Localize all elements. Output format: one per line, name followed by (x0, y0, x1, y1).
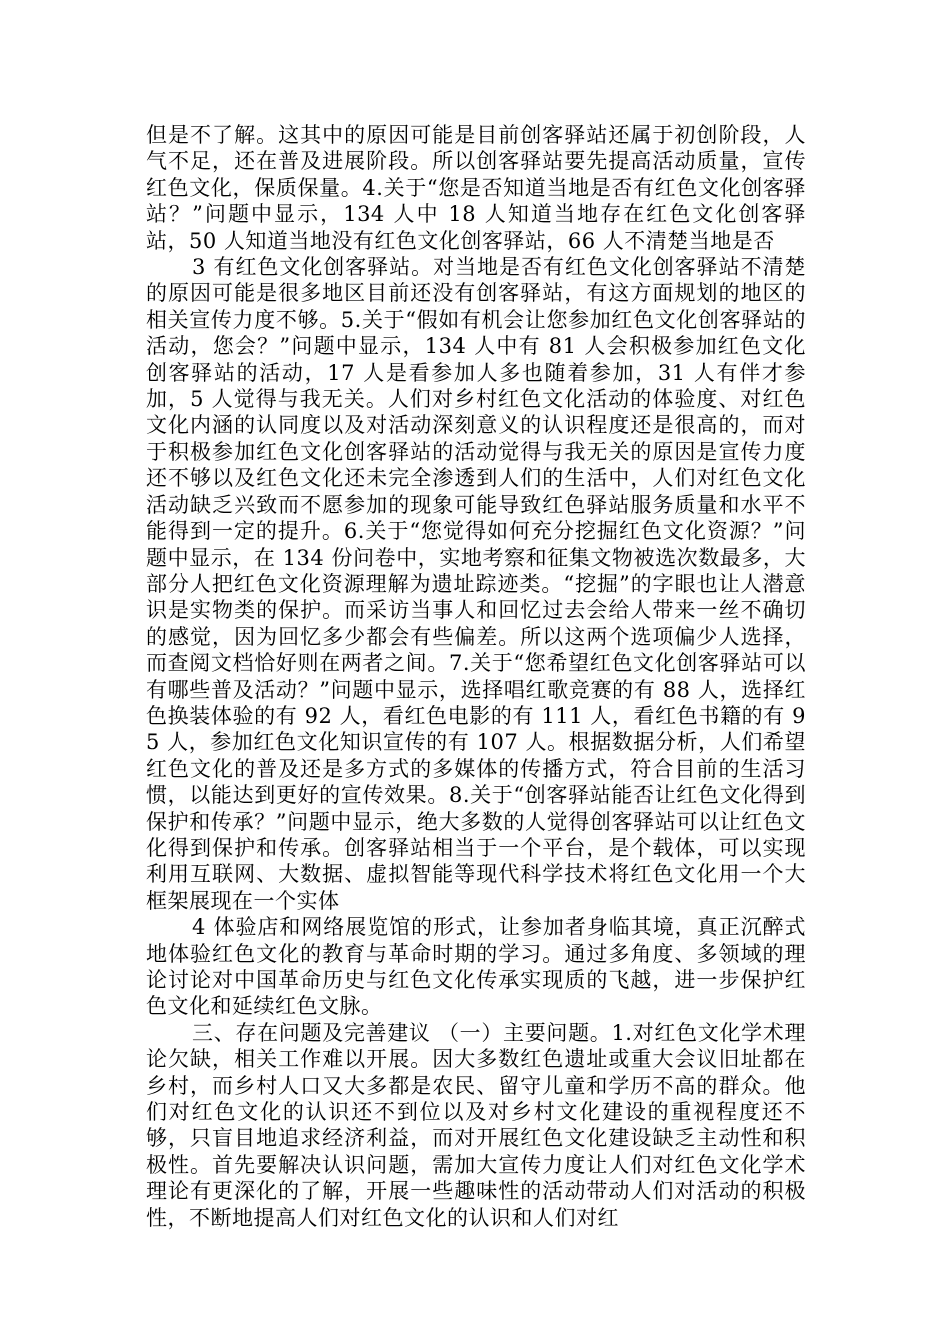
document-body (146, 122, 806, 1231)
paragraph-3: 4 体验店和网络展览馆的形式，让参加者身临其境，真正沉醉式地体验红色文化的教育与革命时期的学习。通过多角度、多领域的理论讨论对中国革命历史与红色文化传承实现质的飞越，进一步保护红色文化和延续红色文脉。 (146, 915, 806, 1019)
paragraph-2: 3 有红色文化创客驿站。对当地是否有红色文化创客驿站不清楚的原因可能是很多地区目前还没有创客驿站，有这方面规划的地区的相关宣传力度不够。5.关于“假如有机会让您参加红色文化创客驿站的活动，您会？”问题中显示，134 人中有 81 人会积极参加红色文化创客驿站的活动，17 人是看参加人多也随着参加，31 人有伴才参加，5 人觉得与我无关。人们对乡村红色文化活动的体验度、对红色文化内涵的认同度以及对活动深刻意义的认识程度还是很高的，而对于积极参加红色文化创客驿站的活动觉得与我无关的原因是宣传力度还不够以及红色文化还未完全渗透到人们的生活中，人们对红色文化活动缺乏兴致而不愿参加的现象可能导致红色驿站服务质量和水平不能得到一定的提升。6.关于“您觉得如何充分挖掘红色文化资源？”问题中显示，在 134 份问卷中，实地考察和征集文物被选次数最多，大部分人把红色文化资源理解为遗址踪迹类。“挖掘”的字眼也让人潜意识是实物类的保护。而采访当事人和回忆过去会给人带来一丝不确切的感觉，因为回忆多少都会有些偏差。所以这两个选项偏少人选择，而查阅文档恰好则在两者之间。7.关于“您希望红色文化创客驿站可以有哪些普及活动？”问题中显示，选择唱红歌竞赛的有 88 人，选择红色换装体验的有 92 人，看红色电影的有 111 人，看红色书籍的有 95 人，参加红色文化知识宣传的有 107 人。根据数据分析，人们希望红色文化的普及还是多方式的多媒体的传播方式，符合目前的生活习惯，以能达到更好的宣传效果。8.关于“创客驿站能否让红色文化得到保护和传承？”问题中显示，绝大多数的人觉得创客驿站可以让红色文化得到保护和传承。创客驿站相当于一个平台，是个载体，可以实现利用互联网、大数据、虚拟智能等现代科学技术将红色文化用一个大框架展现在一个实体 (146, 255, 806, 913)
paragraph-4: 三、存在问题及完善建议 （一）主要问题。1.对红色文化学术理论欠缺，相关工作难以开展。因大多数红色遗址或重大会议旧址都在乡村，而乡村人口又大多都是农民、留守儿童和学历不高的群众。他们对红色文化的认识还不到位以及对乡村文化建设的重视程度还不够，只盲目地追求经济利益，而对开展红色文化建设缺乏主动性和积极性。首先要解决认识问题，需加大宣传力度让人们对红色文化学术理论有更深化的了解，开展一些趣味性的活动带动人们对活动的积极性，不断地提高人们对红色文化的认识和人们对红 (146, 1020, 806, 1230)
paragraph-1: 但是不了解。这其中的原因可能是目前创客驿站还属于初创阶段，人气不足，还在普及进展阶段。所以创客驿站要先提高活动质量，宣传红色文化，保质保量。4.关于“您是否知道当地是否有红色文化创客驿站？”问题中显示，134 人中 18 人知道当地存在红色文化创客驿站，50 人知道当地没有红色文化创客驿站，66 人不清楚当地是否 (146, 123, 806, 253)
